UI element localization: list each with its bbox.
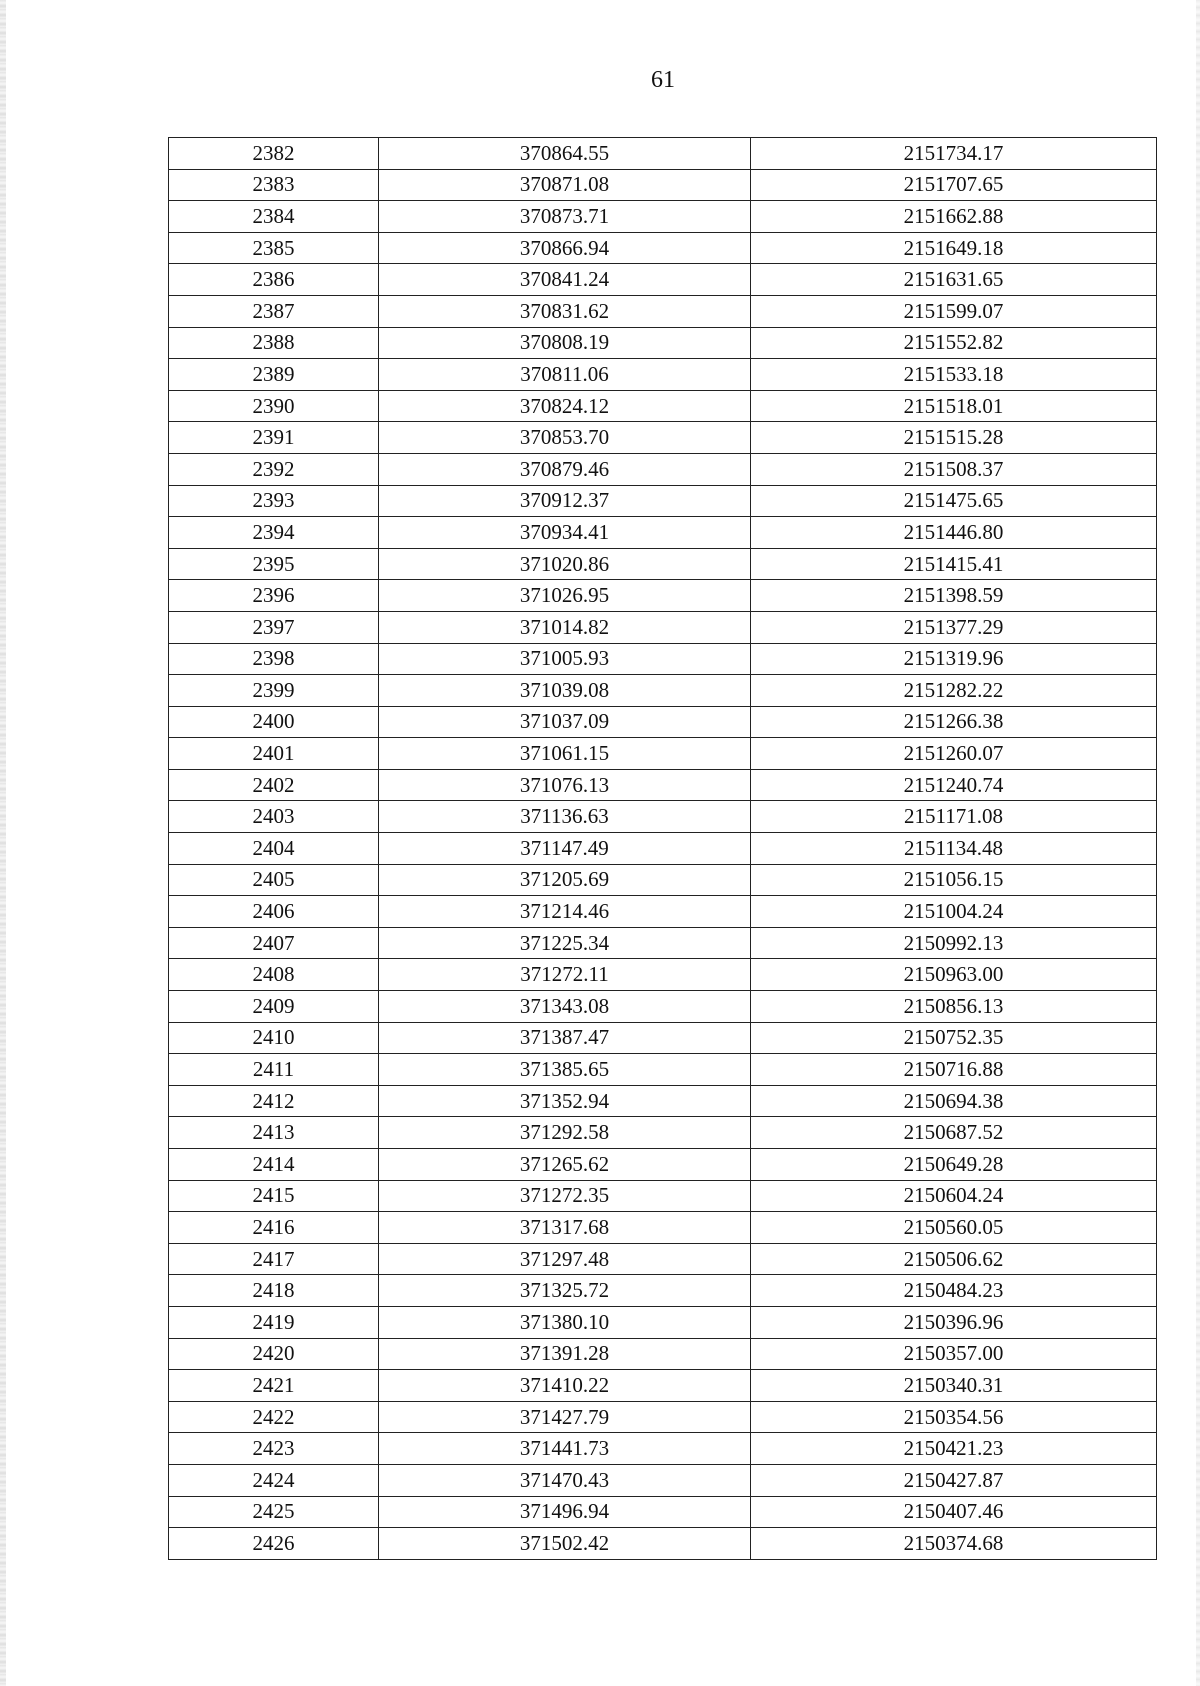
y-coordinate-cell: 2150992.13: [751, 927, 1157, 959]
x-coordinate-cell: 371441.73: [379, 1433, 751, 1465]
point-id-cell: 2385: [169, 232, 379, 264]
table-row: [169, 169, 1157, 201]
table-row: [169, 1243, 1157, 1275]
x-coordinate-cell: 371020.86: [379, 548, 751, 580]
coordinates-table-body: [169, 138, 1157, 1560]
point-id-cell: 2389: [169, 359, 379, 391]
table-row: [169, 295, 1157, 327]
page-number: 61: [651, 67, 675, 93]
y-coordinate-cell: 2151134.48: [751, 833, 1157, 865]
x-coordinate-cell: 370864.55: [379, 138, 751, 170]
x-coordinate-cell: 371317.68: [379, 1212, 751, 1244]
point-id-cell: 2396: [169, 580, 379, 612]
table-row: [169, 643, 1157, 675]
scan-edge-right: [1196, 0, 1200, 1686]
point-id-cell: 2404: [169, 833, 379, 865]
table-row: [169, 706, 1157, 738]
x-coordinate-cell: 371343.08: [379, 991, 751, 1023]
point-id-cell: 2408: [169, 959, 379, 991]
table-row: [169, 1117, 1157, 1149]
y-coordinate-cell: 2151415.41: [751, 548, 1157, 580]
table-row: [169, 327, 1157, 359]
y-coordinate-cell: 2150963.00: [751, 959, 1157, 991]
y-coordinate-cell: 2151398.59: [751, 580, 1157, 612]
table-row: [169, 959, 1157, 991]
table-row: [169, 1149, 1157, 1181]
table-row: [169, 1212, 1157, 1244]
x-coordinate-cell: 370866.94: [379, 232, 751, 264]
y-coordinate-cell: 2150484.23: [751, 1275, 1157, 1307]
y-coordinate-cell: 2151240.74: [751, 769, 1157, 801]
y-coordinate-cell: 2151533.18: [751, 359, 1157, 391]
table-row: [169, 927, 1157, 959]
table-row: [169, 769, 1157, 801]
x-coordinate-cell: 371391.28: [379, 1338, 751, 1370]
point-id-cell: 2403: [169, 801, 379, 833]
point-id-cell: 2387: [169, 295, 379, 327]
y-coordinate-cell: 2150716.88: [751, 1054, 1157, 1086]
table-row: [169, 548, 1157, 580]
x-coordinate-cell: 371039.08: [379, 675, 751, 707]
y-coordinate-cell: 2150649.28: [751, 1149, 1157, 1181]
table-row: [169, 1306, 1157, 1338]
y-coordinate-cell: 2151266.38: [751, 706, 1157, 738]
y-coordinate-cell: 2150752.35: [751, 1022, 1157, 1054]
y-coordinate-cell: 2151446.80: [751, 517, 1157, 549]
point-id-cell: 2412: [169, 1085, 379, 1117]
point-id-cell: 2422: [169, 1401, 379, 1433]
table-row: [169, 264, 1157, 296]
y-coordinate-cell: 2151734.17: [751, 138, 1157, 170]
table-row: [169, 1528, 1157, 1560]
x-coordinate-cell: 371387.47: [379, 1022, 751, 1054]
x-coordinate-cell: 371136.63: [379, 801, 751, 833]
table-row: [169, 1054, 1157, 1086]
point-id-cell: 2401: [169, 738, 379, 770]
x-coordinate-cell: 371325.72: [379, 1275, 751, 1307]
x-coordinate-cell: 371225.34: [379, 927, 751, 959]
table-row: [169, 422, 1157, 454]
y-coordinate-cell: 2151056.15: [751, 864, 1157, 896]
table-row: [169, 232, 1157, 264]
table-row: [169, 1401, 1157, 1433]
table-row: [169, 580, 1157, 612]
table-row: [169, 1022, 1157, 1054]
y-coordinate-cell: 2150421.23: [751, 1433, 1157, 1465]
x-coordinate-cell: 371272.35: [379, 1180, 751, 1212]
point-id-cell: 2384: [169, 201, 379, 233]
x-coordinate-cell: 370831.62: [379, 295, 751, 327]
x-coordinate-cell: 371502.42: [379, 1528, 751, 1560]
x-coordinate-cell: 370879.46: [379, 453, 751, 485]
y-coordinate-cell: 2150687.52: [751, 1117, 1157, 1149]
point-id-cell: 2382: [169, 138, 379, 170]
y-coordinate-cell: 2150374.68: [751, 1528, 1157, 1560]
table-row: [169, 201, 1157, 233]
point-id-cell: 2424: [169, 1464, 379, 1496]
point-id-cell: 2419: [169, 1306, 379, 1338]
y-coordinate-cell: 2150340.31: [751, 1370, 1157, 1402]
x-coordinate-cell: 371380.10: [379, 1306, 751, 1338]
point-id-cell: 2402: [169, 769, 379, 801]
point-id-cell: 2405: [169, 864, 379, 896]
point-id-cell: 2413: [169, 1117, 379, 1149]
table-row: [169, 138, 1157, 170]
x-coordinate-cell: 371061.15: [379, 738, 751, 770]
x-coordinate-cell: 370841.24: [379, 264, 751, 296]
point-id-cell: 2425: [169, 1496, 379, 1528]
y-coordinate-cell: 2150407.46: [751, 1496, 1157, 1528]
y-coordinate-cell: 2150396.96: [751, 1306, 1157, 1338]
table-row: [169, 896, 1157, 928]
y-coordinate-cell: 2151707.65: [751, 169, 1157, 201]
x-coordinate-cell: 371297.48: [379, 1243, 751, 1275]
table-row: [169, 1433, 1157, 1465]
point-id-cell: 2388: [169, 327, 379, 359]
point-id-cell: 2418: [169, 1275, 379, 1307]
y-coordinate-cell: 2151319.96: [751, 643, 1157, 675]
x-coordinate-cell: 371014.82: [379, 611, 751, 643]
table-row: [169, 1275, 1157, 1307]
y-coordinate-cell: 2151282.22: [751, 675, 1157, 707]
x-coordinate-cell: 371470.43: [379, 1464, 751, 1496]
y-coordinate-cell: 2151475.65: [751, 485, 1157, 517]
y-coordinate-cell: 2150604.24: [751, 1180, 1157, 1212]
table-row: [169, 359, 1157, 391]
y-coordinate-cell: 2151515.28: [751, 422, 1157, 454]
x-coordinate-cell: 371037.09: [379, 706, 751, 738]
point-id-cell: 2383: [169, 169, 379, 201]
x-coordinate-cell: 370824.12: [379, 390, 751, 422]
point-id-cell: 2417: [169, 1243, 379, 1275]
table-row: [169, 485, 1157, 517]
table-row: [169, 611, 1157, 643]
x-coordinate-cell: 371410.22: [379, 1370, 751, 1402]
y-coordinate-cell: 2150427.87: [751, 1464, 1157, 1496]
point-id-cell: 2416: [169, 1212, 379, 1244]
x-coordinate-cell: 370934.41: [379, 517, 751, 549]
y-coordinate-cell: 2151631.65: [751, 264, 1157, 296]
table-row: [169, 517, 1157, 549]
y-coordinate-cell: 2150354.56: [751, 1401, 1157, 1433]
x-coordinate-cell: 371026.95: [379, 580, 751, 612]
point-id-cell: 2390: [169, 390, 379, 422]
point-id-cell: 2400: [169, 706, 379, 738]
x-coordinate-cell: 370871.08: [379, 169, 751, 201]
x-coordinate-cell: 371352.94: [379, 1085, 751, 1117]
table-row: [169, 1085, 1157, 1117]
y-coordinate-cell: 2151004.24: [751, 896, 1157, 928]
point-id-cell: 2397: [169, 611, 379, 643]
x-coordinate-cell: 371076.13: [379, 769, 751, 801]
table-row: [169, 801, 1157, 833]
point-id-cell: 2409: [169, 991, 379, 1023]
point-id-cell: 2410: [169, 1022, 379, 1054]
y-coordinate-cell: 2151662.88: [751, 201, 1157, 233]
y-coordinate-cell: 2151508.37: [751, 453, 1157, 485]
x-coordinate-cell: 370811.06: [379, 359, 751, 391]
x-coordinate-cell: 371005.93: [379, 643, 751, 675]
table-row: [169, 390, 1157, 422]
table-row: [169, 864, 1157, 896]
y-coordinate-cell: 2151260.07: [751, 738, 1157, 770]
y-coordinate-cell: 2150560.05: [751, 1212, 1157, 1244]
point-id-cell: 2414: [169, 1149, 379, 1181]
table-row: [169, 1338, 1157, 1370]
x-coordinate-cell: 371205.69: [379, 864, 751, 896]
point-id-cell: 2406: [169, 896, 379, 928]
point-id-cell: 2395: [169, 548, 379, 580]
point-id-cell: 2407: [169, 927, 379, 959]
y-coordinate-cell: 2151377.29: [751, 611, 1157, 643]
x-coordinate-cell: 371385.65: [379, 1054, 751, 1086]
y-coordinate-cell: 2151599.07: [751, 295, 1157, 327]
point-id-cell: 2393: [169, 485, 379, 517]
x-coordinate-cell: 370873.71: [379, 201, 751, 233]
point-id-cell: 2420: [169, 1338, 379, 1370]
point-id-cell: 2399: [169, 675, 379, 707]
table-row: [169, 1370, 1157, 1402]
y-coordinate-cell: 2150357.00: [751, 1338, 1157, 1370]
table-row: [169, 991, 1157, 1023]
table-row: [169, 1180, 1157, 1212]
x-coordinate-cell: 370808.19: [379, 327, 751, 359]
x-coordinate-cell: 370853.70: [379, 422, 751, 454]
y-coordinate-cell: 2150856.13: [751, 991, 1157, 1023]
table-row: [169, 1496, 1157, 1528]
point-id-cell: 2398: [169, 643, 379, 675]
table-row: [169, 833, 1157, 865]
table-row: [169, 675, 1157, 707]
x-coordinate-cell: 371265.62: [379, 1149, 751, 1181]
y-coordinate-cell: 2151649.18: [751, 232, 1157, 264]
point-id-cell: 2392: [169, 453, 379, 485]
point-id-cell: 2386: [169, 264, 379, 296]
point-id-cell: 2421: [169, 1370, 379, 1402]
x-coordinate-cell: 371496.94: [379, 1496, 751, 1528]
table-row: [169, 453, 1157, 485]
table-row: [169, 738, 1157, 770]
x-coordinate-cell: 371427.79: [379, 1401, 751, 1433]
y-coordinate-cell: 2151171.08: [751, 801, 1157, 833]
scan-edge-left: [0, 0, 6, 1686]
coordinates-table: [168, 137, 1157, 1560]
x-coordinate-cell: 371292.58: [379, 1117, 751, 1149]
y-coordinate-cell: 2151552.82: [751, 327, 1157, 359]
point-id-cell: 2394: [169, 517, 379, 549]
point-id-cell: 2411: [169, 1054, 379, 1086]
x-coordinate-cell: 371147.49: [379, 833, 751, 865]
point-id-cell: 2391: [169, 422, 379, 454]
y-coordinate-cell: 2150506.62: [751, 1243, 1157, 1275]
point-id-cell: 2423: [169, 1433, 379, 1465]
y-coordinate-cell: 2150694.38: [751, 1085, 1157, 1117]
table-row: [169, 1464, 1157, 1496]
x-coordinate-cell: 371214.46: [379, 896, 751, 928]
point-id-cell: 2415: [169, 1180, 379, 1212]
point-id-cell: 2426: [169, 1528, 379, 1560]
x-coordinate-cell: 371272.11: [379, 959, 751, 991]
y-coordinate-cell: 2151518.01: [751, 390, 1157, 422]
x-coordinate-cell: 370912.37: [379, 485, 751, 517]
